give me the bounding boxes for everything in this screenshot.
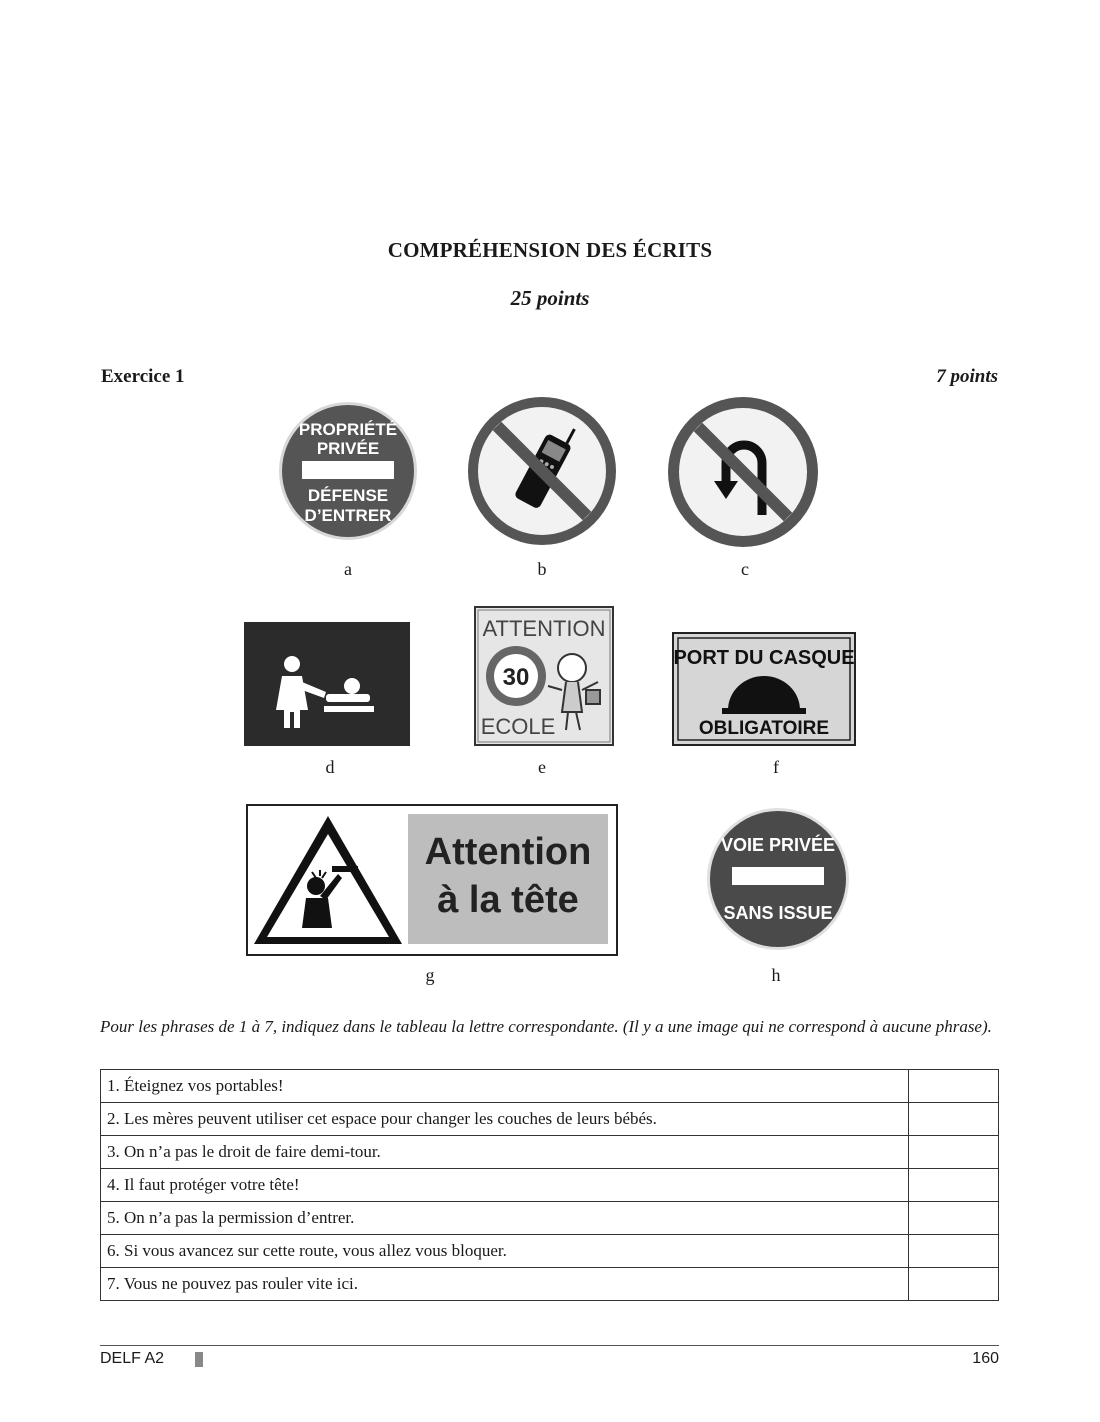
sign-d-letter: d — [325, 757, 335, 777]
sign-e-text-top: ATTENTION — [482, 616, 606, 641]
footer-divider — [100, 1345, 999, 1346]
answer-cell[interactable] — [909, 1169, 999, 1202]
sign-a-text-bottom: DÉFENSE — [307, 486, 389, 505]
sign-a-letter: a — [344, 559, 352, 579]
table-row — [101, 1268, 999, 1301]
sign-f-helmet — [672, 632, 856, 746]
sign-b-no-phone — [466, 395, 618, 547]
sign-h-dead-end — [706, 807, 850, 951]
answer-cell[interactable] — [909, 1268, 999, 1301]
sign-c-no-u-turn — [666, 395, 820, 549]
exercise-label: Exercice 1 — [101, 366, 185, 387]
table-row — [101, 1202, 999, 1235]
sign-f-text-top: PORT DU CASQUE — [673, 647, 855, 669]
sign-h-text-top: VOIE PRIVÉE — [720, 835, 836, 855]
table-row — [101, 1103, 999, 1136]
footer-marker — [195, 1352, 203, 1367]
sign-e-school-30 — [474, 606, 614, 746]
phrase-cell: 7. Vous ne pouvez pas rouler vite ici. — [101, 1268, 909, 1301]
answer-cell[interactable] — [909, 1235, 999, 1268]
sign-c-letter: c — [741, 559, 749, 579]
sign-g-watch-your-head — [246, 804, 618, 956]
phrase-cell: 4. Il faut protéger votre tête! — [101, 1169, 909, 1202]
sign-h-text-bottom: SANS ISSUE — [723, 903, 833, 923]
answer-table — [100, 1069, 999, 1301]
page-title: COMPRÉHENSION DES ÉCRITS — [387, 238, 713, 262]
phrase-cell: 2. Les mères peuvent utiliser cet espace pour changer les couches de leurs bébés. — [101, 1103, 909, 1136]
table-row — [101, 1169, 999, 1202]
sign-f-text-bottom: OBLIGATOIRE — [698, 718, 830, 739]
sign-g-letter: g — [425, 965, 435, 985]
sign-g-text-line2: à la tête — [437, 879, 579, 921]
sign-g-text-line1: Attention — [424, 831, 592, 873]
answer-cell[interactable] — [909, 1070, 999, 1103]
sign-e-text-bottom: ECOLE — [480, 714, 556, 739]
answer-cell[interactable] — [909, 1136, 999, 1169]
phrase-cell: 6. Si vous avancez sur cette route, vous allez vous bloquer. — [101, 1235, 909, 1268]
total-points: 25 points — [510, 286, 590, 310]
phrase-cell: 3. On n’a pas le droit de faire demi-tour. — [101, 1136, 909, 1169]
table-row — [101, 1235, 999, 1268]
exercise-points: 7 points — [936, 366, 998, 387]
answer-cell[interactable] — [909, 1202, 999, 1235]
sign-e-speed: 30 — [502, 664, 530, 691]
sign-a-text-top2: PRIVÉE — [316, 439, 380, 458]
sign-f-letter: f — [773, 757, 779, 777]
table-row — [101, 1136, 999, 1169]
phrase-cell: 1. Éteignez vos portables! — [101, 1070, 909, 1103]
table-row — [101, 1070, 999, 1103]
sign-a-text-top: PROPRIÉTÉ — [298, 420, 398, 439]
sign-b-letter: b — [537, 559, 547, 579]
sign-a-private-property — [278, 401, 418, 541]
footer-exam-label: DELF A2 — [100, 1350, 165, 1367]
page-number: 160 — [972, 1350, 999, 1367]
sign-a-text-bottom2: D’ENTRER — [304, 506, 392, 525]
phrase-cell: 5. On n’a pas la permission d’entrer. — [101, 1202, 909, 1235]
instructions: Pour les phrases de 1 à 7, indiquez dans le tableau la lettre correspondante. (Il y a une image qui ne correspond à aucune phrase). — [100, 1017, 992, 1036]
sign-h-letter: h — [771, 965, 781, 985]
answer-cell[interactable] — [909, 1103, 999, 1136]
sign-d-baby-changing — [244, 622, 410, 746]
sign-e-letter: e — [538, 757, 546, 777]
